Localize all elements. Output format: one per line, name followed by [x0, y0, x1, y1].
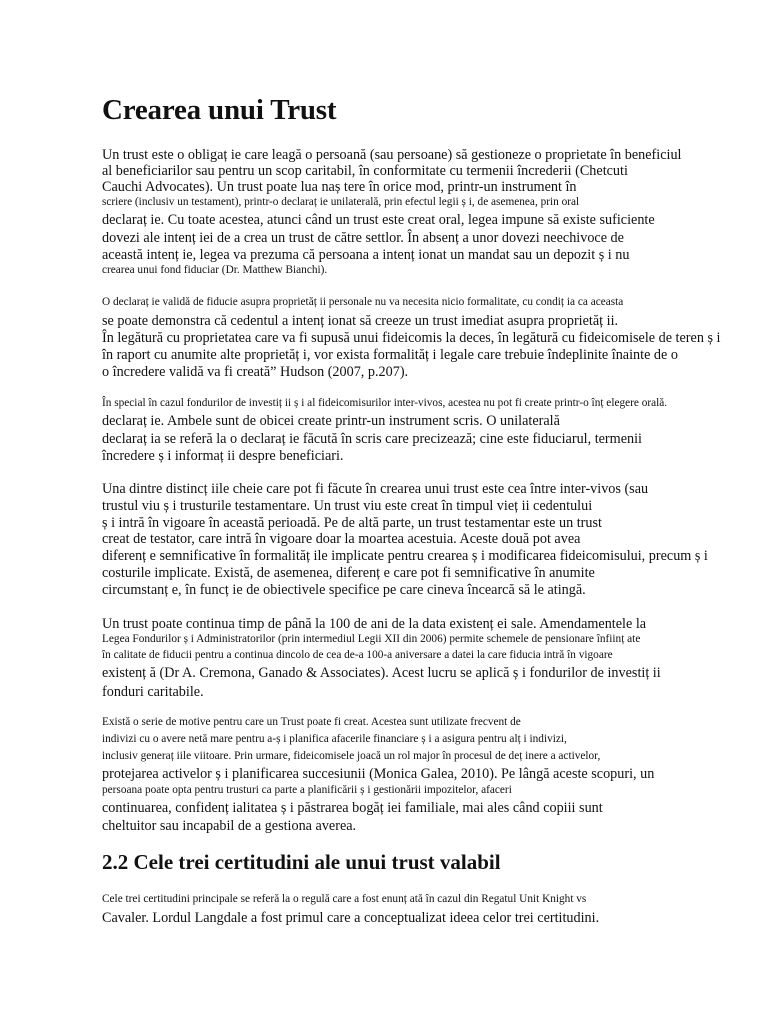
text-line: declaraț ie. Cu toate acestea, atunci când un trust este creat oral, legea impune să existe suficiente [102, 212, 655, 228]
text-line: Un trust este o obligaț ie care leagă o persoană (sau persoane) să gestioneze o proprietate în beneficiul [102, 147, 682, 163]
text-line: Una dintre distincț iile cheie care pot fi făcute în crearea unui trust este cea între inter-vivos (sau [102, 481, 649, 497]
text-line: În legătură cu proprietatea care va fi supusă unui fideicomis la deces, în legătură cu fideicomisele de teren ș i [102, 330, 721, 346]
text-line: persoana poate opta pentru trusturi ca parte a planificării ș i gestionării impozitelor, afaceri [102, 784, 512, 796]
text-line: declaraț ia se referă la o declaraț ie făcută în scris care precizează; cine este fiduciarul, termenii [102, 431, 642, 447]
text-line: Cavaler. Lordul Langdale a fost primul care a conceptualizat ideea celor trei certitudini. [102, 910, 600, 926]
text-line: ș i intră în vigoare în această perioadă. Pe de altă parte, un trust testamentar este un trust [102, 515, 602, 531]
text-line: cheltuitor sau incapabil de a gestiona averea. [102, 818, 357, 834]
text-line: în raport cu anumite alte proprietăț i, vor exista formalităț i legale care trebuie îndeplinite înainte de o [102, 347, 678, 363]
text-line: declaraț ie. Ambele sunt de obicei create printr-un instrument scris. O unilaterală [102, 413, 560, 429]
text-line: scriere (inclusiv un testament), printr-o declaraț ie unilaterală, prin efectul legii ș i, de asemenea, prin oral [102, 196, 580, 208]
text-line: al beneficiarilor sau pentru un scop caritabil, în conformitate cu termenii încrederii (Chetcuti [102, 163, 628, 179]
text-line: costurile implicate. Există, de asemenea, diferenț e care pot fi semnificative în anumite [102, 565, 595, 581]
text-line: Cauchi Advocates). Un trust poate lua naș tere în orice mod, printr-un instrument în [102, 179, 577, 195]
text-line: diferenț e semnificative în formalităț ile implicate pentru crearea ș i modificarea fideicomisului, precum ș i [102, 548, 708, 564]
text-line: încredere ș i informaț ii despre beneficiari. [102, 448, 344, 464]
text-line: trustul viu ș i trusturile testamentare. Un trust viu este creat în timpul vieț ii cedentului [102, 498, 593, 514]
text-line: creat de testator, care intră în vigoare doar la moartea acestuia. Aceste două pot avea [102, 531, 581, 547]
text-line: Un trust poate continua timp de până la 100 de ani de la data existenț ei sale. Amendamentele la [102, 616, 647, 632]
text-line: Există o serie de motive pentru care un Trust poate fi creat. Acestea sunt utilizate frecvent de [102, 716, 521, 728]
text-line: se poate demonstra că cedentul a intenț ionat să creeze un trust imediat asupra proprietăț ii. [102, 313, 619, 329]
text-line: protejarea activelor ș i planificarea succesiunii (Monica Galea, 2010). Pe lângă aceste scopuri, un [102, 766, 655, 782]
text-line: o încredere validă va fi creată” Hudson (2007, p.207). [102, 364, 409, 380]
text-line: Cele trei certitudini principale se referă la o regulă care a fost enunț ată în cazul din Regatul Unit Knight vs [102, 893, 587, 905]
text-line: în calitate de fiducii pentru a continua dincolo de cea de-a 100-a aniversare a datei la care fiducia intră în vigoare [102, 649, 613, 661]
text-line: continuarea, confidenț ialitatea ș i păstrarea bogăț iei familiale, mai ales când copiii sunt [102, 800, 603, 816]
text-line: fonduri caritabile. [102, 684, 204, 700]
text-line: această intenț ie, legea va prezuma că persoana a intenț ionat un mandat sau un depozit ș i nu [102, 247, 630, 263]
text-line: crearea unui fond fiduciar (Dr. Matthew Bianchi). [102, 264, 328, 276]
text-line: indivizi cu o avere netă mare pentru a-ș i planifica afacerile financiare ș i a asigura pentru alț i indivizi, [102, 733, 567, 745]
text-line: dovezi ale intenț iei de a crea un trust de către settlor. În absenț a unor dovezi neechivoce de [102, 230, 624, 246]
text-line: circumstanț e, în funcț ie de obiectivele specifice pe care cineva încearcă să le atingă. [102, 582, 586, 598]
page-title: Crearea unui Trust [102, 94, 337, 126]
text-line: inclusiv generaț iile viitoare. Prin urmare, fideicomisele joacă un rol major în procesul de deț inere a activelor, [102, 750, 601, 762]
text-line: Legea Fondurilor ș i Administratorilor (prin intermediul Legii XII din 2006) permite schemele de pensionare înființ ate [102, 633, 641, 645]
text-line: existenț ă (Dr A. Cremona, Ganado & Associates). Acest lucru se aplică ș i fondurilor de investiț ii [102, 665, 661, 681]
text-line: În special în cazul fondurilor de investiț ii ș i al fideicomisurilor inter-vivos, acestea nu pot fi create printr-o înț elegere orală. [102, 397, 668, 409]
section-heading: 2.2 Cele trei certitudini ale unui trust valabil [102, 850, 501, 874]
text-line: O declaraț ie validă de fiducie asupra proprietăț ii personale nu va necesita nicio formalitate, cu condiț ia ca aceasta [102, 296, 624, 308]
